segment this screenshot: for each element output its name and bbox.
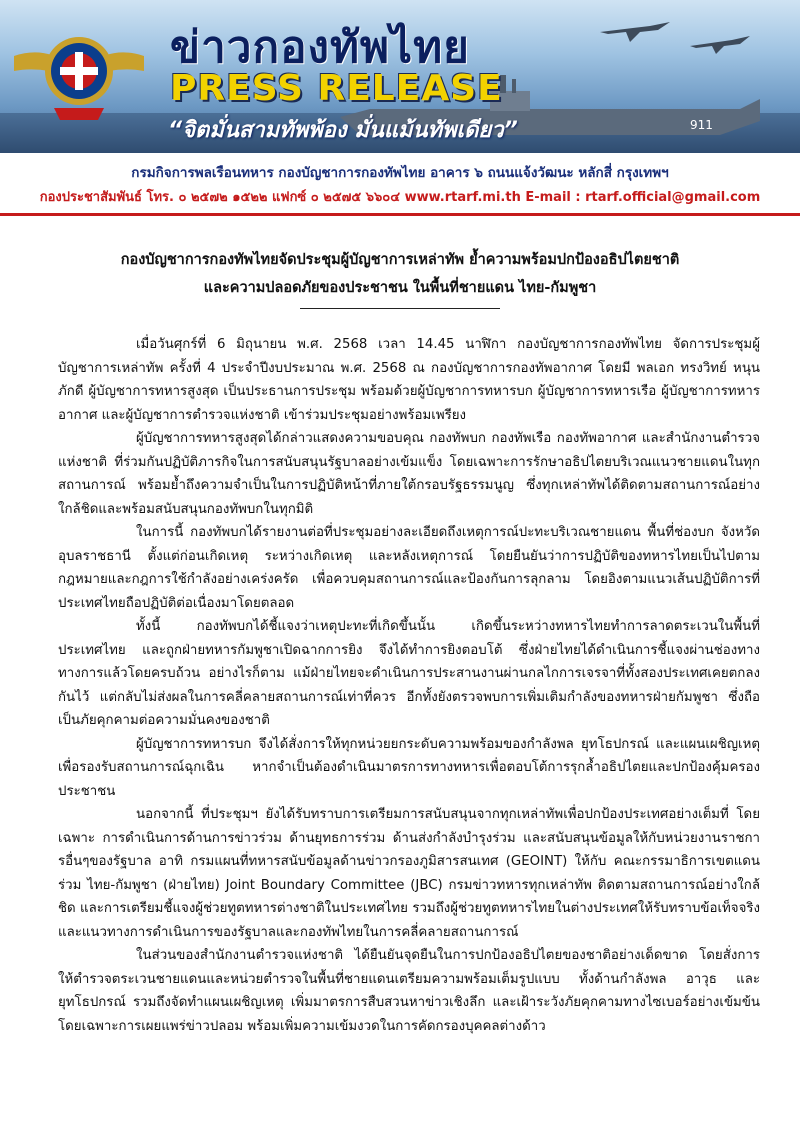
headline-divider (300, 308, 500, 309)
jet-icon (690, 30, 750, 56)
body-paragraph: เมื่อวันศุกร์ที่ 6 มิถุนายน พ.ศ. 2568 เวลา 14.45 นาฬิกา กองบัญชาการกองทัพไทย จัดการประชุมผู้บัญชาการเหล่าทัพ ครั้งที่ 4 ประจำปีงบประมาณ พ.ศ. 2568 ณ กองบัญชาการกองทัพอากาศ โดยมี พลเอก ทรงวิทย์ หนุนภักดี ผู้บัญชาการทหารสูงสุด เป็นประธานการประชุม พร้อมด้วยผู้บัญชาการทหารบก ผู้บัญชาการทหารเรือ ผู้บัญชาการทหารอากาศ และผู้บัญชาการตำรวจแห่งชาติ เข้าร่วมประชุมอย่างพร้อมเพรียง (58, 337, 760, 423)
body-paragraph: ในส่วนของสำนักงานตำรวจแห่งชาติ ได้ยืนยันจุดยืนในการปกป้องอธิปไตยของชาติอย่างเด็ดขาด โดยสั่งการให้ตำรวจตระเวนชายแดนและหน่วยตำรวจในพื้นที่ชายแดนเตรียมความพร้อมเต็มรูปแบบ ทั้งด้านกำลังพล อาวุธ และยุทโธปกรณ์ รวมถึงจัดทำแผนเผชิญเหตุ เพิ่มมาตรการสืบสวนหาข่าวเชิงลึก และเฝ้าระวังภัยคุกคามทางไซเบอร์อย่างเข้มข้น โดยเฉพาะการเผยแพร่ข่าวปลอม พร้อมเพิ่มความเข้มงวดในการคัดกรองบุคคลต่างด้าว (58, 948, 760, 1034)
armed-forces-emblem-icon (14, 16, 144, 126)
body-paragraph: ทั้งนี้ กองทัพบกได้ชี้แจงว่าเหตุปะทะที่เกิดขึ้นนั้น เกิดขึ้นระหว่างทหารไทยทำการลาดตระเวนในพื้นที่ประเทศไทย และถูกฝ่ายทหารกัมพูชาเปิดฉากการยิง จึงได้ทำการยิงตอบโต้ ซึ่งฝ่ายไทยได้ดำเนินการชี้แจงผ่านช่องทางทางการแล้วโดยครบถ้วน อย่างไรก็ตาม แม้ฝ่ายไทยจะดำเนินการประสานงานผ่านกลไกการเจรจาที่ทั้งสองประเทศเคยตกลงกันไว้ แต่กลับไม่ส่งผลในการคลี่คลายสถานการณ์เท่าที่ควร อีกทั้งยังตรวจพบการเพิ่มเติมกำลังของทหารฝ่ายกัมพูชา ซึ่งถือเป็นภัยคุกคามต่อความมั่นคงของชาติ (58, 619, 760, 728)
ship-number: 911 (690, 118, 713, 132)
press-headline (0, 246, 800, 309)
contact-phone-web-email: กองประชาสัมพันธ์ โทร. ๐ ๒๕๗๒ ๑๕๒๒ แฟกซ์ ๐ ๒๕๗๕ ๖๖๐๔ www.rtarf.mi.th E-mail : rtarf.official@gmail.com (39, 190, 761, 205)
jet-icon (600, 14, 670, 44)
body-paragraph: ในการนี้ กองทัพบกได้รายงานต่อที่ประชุมอย่างละเอียดถึงเหตุการณ์ปะทะบริเวณชายแดน พื้นที่ช่องบก จังหวัดอุบลราชธานี ตั้งแต่ก่อนเกิดเหตุ ระหว่างเกิดเหตุ และหลังเหตุการณ์ โดยยืนยันว่าการปฏิบัติของทหารไทยเป็นไปตามกฎหมายและกฎการใช้กำลังอย่างเคร่งครัด เพื่อควบคุมสถานการณ์และป้องกันการลุกลาม โดยอิงตามแนวเส้นปฏิบัติการที่ประเทศไทยถือปฏิบัติต่อเนื่องมาโดยตลอด (58, 525, 760, 611)
contact-address: กรมกิจการพลเรือนทหาร กองบัญชาการกองทัพไทย อาคาร ๖ ถนนแจ้งวัฒนะ หลักสี่ กรุงเทพฯ (131, 165, 669, 181)
body-paragraph: ผู้บัญชาการทหารบก จึงได้สั่งการให้ทุกหน่วยยกระดับความพร้อมของกำลังพล ยุทโธปกรณ์ และแผนเผชิญเหตุเพื่อรองรับสถานการณ์ฉุกเฉิน หากจำเป็นต้องดำเนินมาตรการทางทหารเพื่อตอบโต้การรุกล้ำอธิปไตยและปกป้องคุ้มครองประชาชน (58, 736, 760, 799)
headline-line-2: และความปลอดภัยของประชาชน ในพื้นที่ชายแดน ไทย-กัมพูชา (203, 280, 597, 296)
press-body (0, 333, 800, 1038)
contact-info (0, 153, 800, 216)
headline-line-1: กองบัญชาการกองทัพไทยจัดประชุมผู้บัญชาการเหล่าทัพ ย้ำความพร้อมปกป้องอธิปไตยชาติ (120, 252, 680, 268)
body-paragraph: ผู้บัญชาการทหารสูงสุดได้กล่าวแสดงความขอบคุณ กองทัพบก กองทัพเรือ กองทัพอากาศ และสำนักงานตำรวจแห่งชาติ ที่ร่วมกันปฏิบัติภารกิจในการสนับสนุนรัฐบาลอย่างเข้มแข็ง โดยเฉพาะการรักษาอธิปไตยบริเวณแนวชายแดนในทุกสถานการณ์ พร้อมย้ำถึงความจำเป็นในการปฏิบัติหน้าที่ภายใต้กรอบรัฐธรรมนูญ ซึ่งทุกเหล่าทัพได้ติดตามสถานการณ์อย่างใกล้ชิดและพร้อมสนับสนุนกองทัพบกในทุกมิติ (58, 431, 760, 517)
banner-title-thai: ข่าวกองทัพไทย (170, 22, 470, 73)
banner-title-english: PRESS RELEASE (170, 68, 503, 109)
body-paragraph: นอกจากนี้ ที่ประชุมฯ ยังได้รับทราบการเตรียมการสนับสนุนจากทุกเหล่าทัพเพื่อปกป้องประเทศอย่างเต็มที่ โดยเฉพาะ การดำเนินการด้านการข่าวร่วม ด้านยุทธการร่วม ด้านส่งกำลังบำรุงร่วม และสนับสนุนข้อมูลให้กับหน่วยงานราชการอื่นๆของรัฐบาล อาทิ กรมแผนที่ทหารสนับข้อมูลด้านข่าวกรองภูมิสารสนเทศ (GEOINT) ให้กับ คณะกรรมาธิการเขตแดนร่วม ไทย-กัมพูชา (ฝ่ายไทย) Joint Boundary Committee (JBC) กรมข่าวทหารทุกเหล่าทัพ ติดตามสถานการณ์อย่างใกล้ชิด และการเตรียมชี้แจงผู้ช่วยทูตทหารต่างชาติในประเทศไทย รวมถึงผู้ช่วยทูตทหารไทยในต่างประเทศให้รับทราบข้อเท็จจริงและแนวทางการดำเนินการของรัฐบาลและกองทัพไทยในการคลี่คลายสถานการณ์ (58, 807, 760, 940)
header-banner (0, 0, 800, 153)
banner-motto: “จิตมั่นสามทัพพ้อง มั่นแม้นทัพเดียว” (168, 118, 518, 143)
